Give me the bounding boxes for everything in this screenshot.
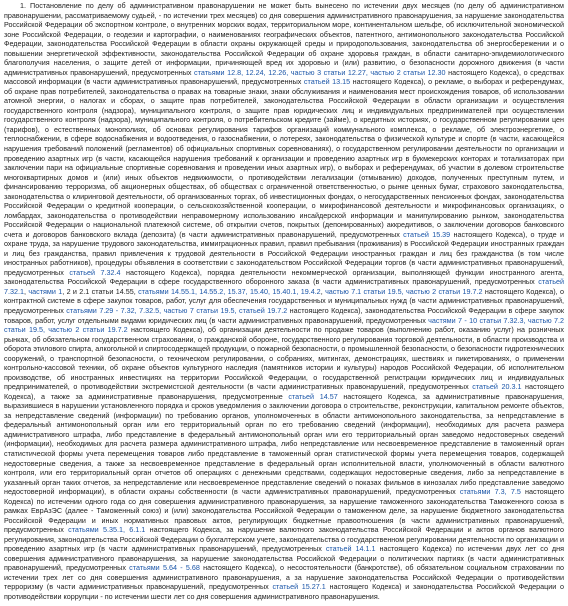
paragraph-text: настоящего Кодекса), о несостоятельности (банкротстве), об обязательном социальном страховании по истечении трех лет со дня совершения административного правонарушения, а за нарушение законодательства Российской Федерации о противодействии терроризму (в части административных правонарушений, предусмотренных [4,563,564,592]
paragraph-text: настоящего Кодекса, за нарушение валютного законодательства Российской Федерации и актов органов валютного регулирования, законодательства Российской Федерации о бухгалтерском учете, законодательства о государственном регулировании деятельности по организации и проведению азартных игр (в части административных правонарушений, предусмотренных [4,525,564,554]
paragraph-text: , [23,286,29,296]
statute-reference-link[interactable]: статьями 14.55.1, 14.55.2, 15.37, 15.40, 15.40.1, 19.4.2 [138,286,321,296]
paragraph-text: настоящего Кодекса), а также за административные правонарушения, предусмотренные [4,382,564,401]
article-paragraph [4,1,564,601]
statute-reference-link[interactable]: статьей 15.27.1 [272,582,326,592]
statute-reference-link[interactable]: статьями 5.64 - 5.68 [129,563,200,573]
paragraph-text: 1. Постановление по делу об административном правонарушении не может быть вынесено по истечении двух месяцев (по делу об административном правонарушении, рассматриваемому судьей, - по истечении трех месяцев) со дня совершения административного правонарушения, за нарушение законодательства Российской Федерации об экспортном контроле, о внутренних морских водах, территориальном море, континентальном шельфе, об исключительной экономической зоне Российской Федерации, о геодезии и картографии, о наименованиях географических объектов, патентного, антимонопольного законодательства Российской Федерации, законодательства Российской Федерации в области охраны окружающей среды и природопользования, законодательства об энергосбережении и о повышении энергетической эффективности, законодательства Российской Федерации об охране здоровья граждан, в области санитарно-эпидемиологического благополучия населения, о защите детей от информации, причиняющей вред их здоровью и (или) развитию, о безопасности дорожного движения (в части административных правонарушений, предусмотренных [4,1,564,77]
statute-reference-link[interactable]: статьей 15.39 [403,229,451,239]
statute-reference-link[interactable]: статьей 14.1.1 [325,544,376,554]
paragraph-text: настоящего Кодекса), об организации деятельности по продаже товаров (выполнению работ, оказанию услуг) на розничных рынках, об обязательном государственном страховании, о гражданской обороне, государственного регулирования торговой деятельности, в области производства и оборота этилового спирта, алкогольной и спиртосодержащей продукции, о пожарной безопасности, о промышленной безопасности, о безопасности гидротехнических сооружений, о транспортной безопасности, о техническом регулировании, о собраниях, митингах, демонстрациях, шествиях и пикетированиях, о применении контрольно-кассовой техники, об охране объектов культурного наследия (памятников истории и культуры) народов Российской Федерации, об исполнительном производстве, об иностранных инвестициях на территории Российской Федерации, о государственной регистрации юридических лиц и индивидуальных предпринимателей, о противодействии экстремистской деятельности (в части административных правонарушений, предусмотренных [4,325,564,392]
statute-reference-link[interactable]: статьями 7.29 - 7.32, 7.32.5, частью 7 статьи 19.5, статьей 19.7.2 [66,306,288,315]
statute-reference-link[interactable]: частями 7 - 10 статьи 7.32.3, частью 7.2 статьи 19.5, частью 2 статьи 19.7.2 [4,315,564,335]
statute-reference-link[interactable]: статьей 14.57 [288,391,338,401]
paragraph-text: настоящего Кодекса) по истечении одного года со дня совершения административного правонарушения, за нарушение таможенного законодательства Таможенного союза в рамках ЕврАзЭС (далее - Таможенный союз) и (или) законодательства Российской Федерации о таможенном деле, за нарушение бюджетного законодательства Российской Федерации и иных нормативных правовых актов, регулирующих бюджетные правоотношения (в части административных правонарушений, предусмотренных [4,487,564,535]
paragraph-text: настоящего Кодекса), порядка деятельности некоммерческой организации, выполняющей функции иностранного агента, законодательства Российской Федерации в сфере государственного оборонного заказа (в части административных правонарушений, предусмотренных [4,267,564,287]
statute-reference-link[interactable]: статьями 7.3, 7.5 [459,487,521,497]
paragraph-text: настоящего Кодекса), о труде и охране труда, за нарушение трудового законодательства, иммиграционных правил, правил пребывания (проживания) в Российской Федерации иностранных граждан и лиц без гражданства, правил привлечения к трудовой деятельности в Российской Федерации иностранных граждан и лиц без гражданства (в том числе иностранных работников), процедуры объявления в соответствии с законодательством Российской Федерации торгов (в части административных правонарушений, предусмотренных [4,229,564,277]
statute-reference-link[interactable]: статьей 13.15 [303,77,351,87]
statute-reference-link[interactable]: статьей 20.3.1 [472,382,522,392]
statute-reference-link[interactable]: статьей 7.32.4 [69,267,121,277]
statute-reference-link[interactable]: статьями 5.35.1, 6.1.1 [68,525,146,535]
paragraph-text: настоящего Кодекса), законодательства Российской Федерации в сфере закупок товаров, работ, услуг отдельными видами юридических лиц (в части административных правонарушений, предусмотренных [4,306,564,325]
paragraph-text: настоящего Кодекса), о рекламе, о выборах и референдумах, об охране прав потребителей, законодательства о правах на товарные знаки, знаки обслуживания и наименования мест происхождения товаров, об использовании атомной энергии, о налогах и сборах, о защите прав потребителей, законодательства Российской Федерации в области организации и осуществления государственного контроля (надзора), муниципального контроля, о защите прав юридических лиц и индивидуальных предпринимателей при осуществлении государственного контроля (надзора), муниципального контроля, о потребительском кредите (займе), о кредитных историях, о государственном регулировании цен (тарифов), о естественных монополиях, об основах регулирования тарифов организаций коммунального комплекса, о рекламе, об электроэнергетике, о теплоснабжении, в сфере водоснабжения и водоотведения, о газоснабжении, о лотереях, законодательства о физической культуре и спорте (в части, касающейся нарушения требований положений (регламентов) об официальных спортивных соревнованиях), о государственном регулировании деятельности по организации и проведению азартных игр (в части, касающейся нарушения требований к организации и проведению азартных игр в букмекерских конторах и тотализаторах при заключении пари на официальные спортивные соревнования и проведении иных азартных игр), о выборах и референдумах, об участии в долевом строительстве многоквартирных домов и (или) иных объектов недвижимости, о противодействии легализации (отмыванию) доходов, полученных преступным путем, и финансированию терроризма, об акционерных обществах, об обществах с ограниченной ответственностью, о рынке ценных бумаг, страхового законодательства, законодательства о клиринговой деятельности, об организованных торгах, об инвестиционных фондах, о негосударственных пенсионных фондах, законодательства Российской Федерации о кредитной кооперации, о сельскохозяйственной кооперации, о микрофинансовой деятельности и микрофинансовых организациях, о ломбардах, законодательства о противодействии неправомерному использованию инсайдерской информации и манипулированию рынком, законодательства Российской Федерации о национальной платежной системе, об открытии счетов, покрытых (депонированных) аккредитивов, о заключении договоров банковского счета и договоров банковского вклада (депозита) (в части административных правонарушений, предусмотренных [4,77,564,239]
paragraph-text: настоящего Кодекса), о контрактной системе в сфере закупок товаров, работ, услуг для обеспечения государственных и муниципальных нужд (в части административных правонарушений, предусмотренных [4,286,564,315]
statute-reference-link[interactable]: статьями 12.8, 12.24, 12.26, частью 3 статьи 12.27, частью 2 статьи 12.30 [194,67,446,77]
paragraph-text: настоящего Кодекса, за административные правонарушения, выразившиеся в нарушении установленного порядка и сроков уведомления о заключении договора о строительстве, реконструкции, капитальном ремонте объектов, за непредставление сведений (информации) по требованию органов, уполномоченных в области антимонопольного законодательства, за непредставление в федеральный антимонопольный орган или его территориальный орган по его требованию сведений (информации), необходимых для расчета размера административного штрафа, либо представление в федеральный антимонопольный орган или его территориальный орган заведомо недостоверных сведений (информации), необходимых для расчета размера административного штрафа, либо непредставление или несвоевременное представление в таможенный орган статистической формы учета перемещения товаров либо представление в таможенный орган статистической формы учета перемещения товаров, содержащей недостоверные сведения, а также за несвоевременное представление в федеральный орган исполнительной власти, уполномоченный в области валютного контроля, или его территориальный орган отчетов об операциях с денежными средствами, содержащих недостоверные сведения, либо за непредставление в указанный орган таких отчетов, за непредставление или несвоевременное представление сведений о показах фильмов в кинозалах либо представление заведомо недостоверной информации), в области охраны собственности (в части административных правонарушений, предусмотренных [4,391,565,497]
paragraph-text: настоящего Кодекса) по истечении двух лет со дня совершения административного правонарушения, за нарушение законодательства Российской Федерации о политических партиях (в части административных правонарушений, предусмотренных [4,544,564,573]
statute-reference-link[interactable]: частями 1 [28,286,63,296]
statute-reference-link[interactable]: статьей 7.32.1 [4,277,564,296]
paragraph-text: настоящего Кодекса), о средствах массовой информации (в части административных правонарушений, предусмотренных [4,67,564,87]
statute-reference-link[interactable]: частью 7.1 статьи 19.5, частью 2 статьи 19.7.2 [325,286,483,296]
paragraph-text: настоящего Кодекса) и законодательства Российской Федерации о противодействии коррупции - по истечении шести лет со дня совершения административного правонарушения. [4,582,565,601]
paragraph-text: , 2 и 2.1 статьи 14.55, [62,286,139,296]
paragraph-text: , [320,286,326,296]
